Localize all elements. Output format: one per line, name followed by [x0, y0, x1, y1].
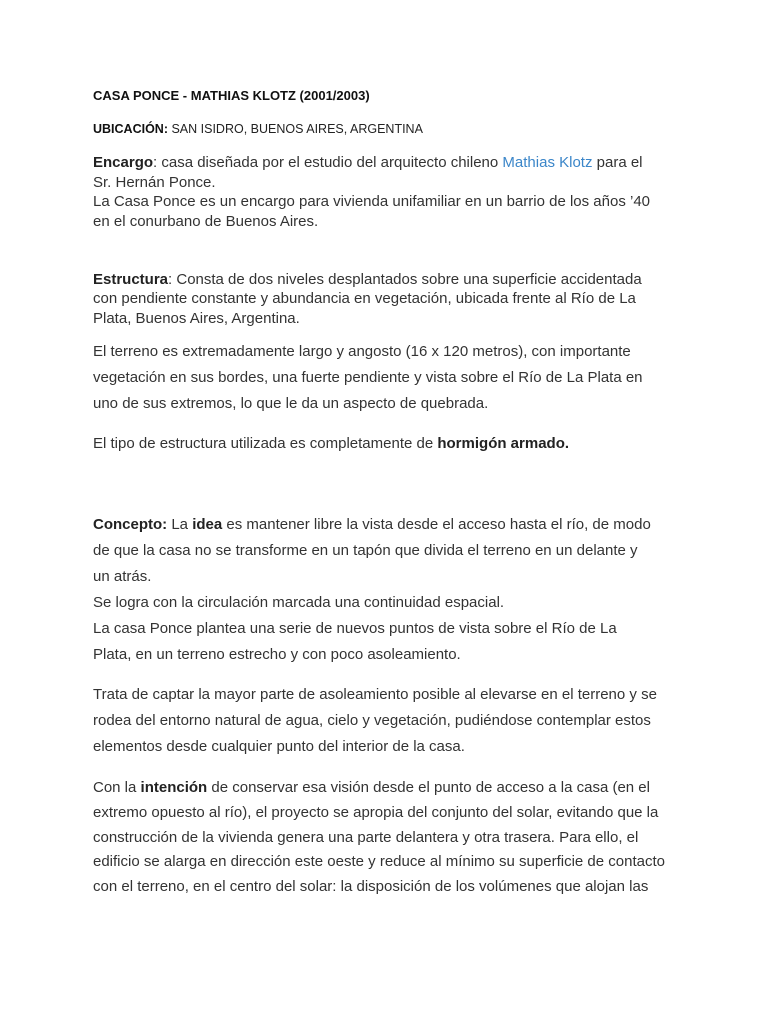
concepto-line-6: Plata, en un terreno estrecho y con poco asoleamiento.	[93, 646, 461, 663]
asoleamiento-line-3: elementos desde cualquier punto del interior de la casa.	[93, 738, 465, 755]
ubicacion-line	[93, 122, 423, 136]
concepto-text-a: La	[167, 516, 193, 533]
terreno-line-3: uno de sus extremos, lo que le da un aspecto de quebrada.	[93, 395, 489, 412]
estructura-line-2: con pendiente constante y abundancia en vegetación, ubicada frente al Río de La	[93, 290, 636, 307]
estructura-text: : Consta de dos niveles desplantados sobre una superficie accidentada	[168, 271, 642, 288]
ubicacion-value: SAN ISIDRO, BUENOS AIRES, ARGENTINA	[168, 122, 423, 136]
intencion-text-b: de conservar esa visión desde el punto de acceso a la casa (en el	[207, 779, 650, 796]
intencion-text-a: Con la	[93, 779, 141, 796]
intencion-bold: intención	[140, 779, 208, 796]
concepto-label: Concepto:	[93, 516, 168, 533]
encargo-line-3: La Casa Ponce es un encargo para vivienda unifamiliar en un barrio de los años ’40	[93, 193, 651, 210]
concepto-line-5: La casa Ponce plantea una serie de nuevos puntos de vista sobre el Río de La	[93, 620, 617, 637]
asoleamiento-line-1: Trata de captar la mayor parte de asoleamiento posible al elevarse en el terreno y se	[93, 686, 657, 703]
encargo-line-4: en el conurbano de Buenos Aires.	[93, 213, 319, 230]
estructura-line-1	[93, 271, 642, 288]
encargo-text: : casa diseñada por el estudio del arquitecto chileno	[153, 154, 503, 171]
intencion-line-3: construcción de la vivienda genera una parte delantera y otra trasera. Para ello, el	[93, 829, 639, 846]
estructura-label: Estructura	[93, 271, 169, 288]
hormigon-armado-bold: hormigón armado.	[437, 435, 570, 452]
intencion-line-2: extremo opuesto al río), el proyecto se apropia del conjunto del solar, evitando que la	[93, 804, 659, 821]
concepto-text-b: es mantener libre la vista desde el acceso hasta el río, de modo	[222, 516, 651, 533]
concepto-line-4: Se logra con la circulación marcada una continuidad espacial.	[93, 594, 505, 611]
encargo-text-end: para el	[592, 154, 643, 171]
asoleamiento-line-2: rodea del entorno natural de agua, cielo y vegetación, pudiéndose contemplar estos	[93, 712, 651, 729]
document-title: CASA PONCE - MATHIAS KLOTZ (2001/2003)	[93, 88, 370, 103]
encargo-line-2: Sr. Hernán Ponce.	[93, 174, 216, 191]
concepto-line-2: de que la casa no se transforme en un tapón que divida el terreno en un delante y	[93, 542, 638, 559]
encargo-line-1	[93, 154, 643, 171]
concepto-line-1	[93, 516, 651, 533]
terreno-line-1: El terreno es extremadamente largo y angosto (16 x 120 metros), con importante	[93, 343, 631, 360]
encargo-label: Encargo	[93, 154, 154, 171]
tipo-estructura-line	[93, 435, 569, 452]
ubicacion-label: UBICACIÓN:	[93, 122, 168, 136]
estructura-line-3: Plata, Buenos Aires, Argentina.	[93, 310, 300, 327]
idea-bold: idea	[192, 516, 223, 533]
intencion-line-1	[93, 779, 650, 796]
mathias-klotz-link[interactable]: Mathias Klotz	[502, 154, 593, 171]
tipo-estructura-text: El tipo de estructura utilizada es completamente de	[93, 435, 438, 452]
intencion-line-5: con el terreno, en el centro del solar: la disposición de los volúmenes que alojan las	[93, 878, 649, 895]
concepto-line-3: un atrás.	[93, 568, 152, 585]
terreno-line-2: vegetación en sus bordes, una fuerte pendiente y vista sobre el Río de La Plata en	[93, 369, 643, 386]
intencion-line-4: edificio se alarga en dirección este oeste y reduce al mínimo su superficie de contacto	[93, 853, 665, 870]
